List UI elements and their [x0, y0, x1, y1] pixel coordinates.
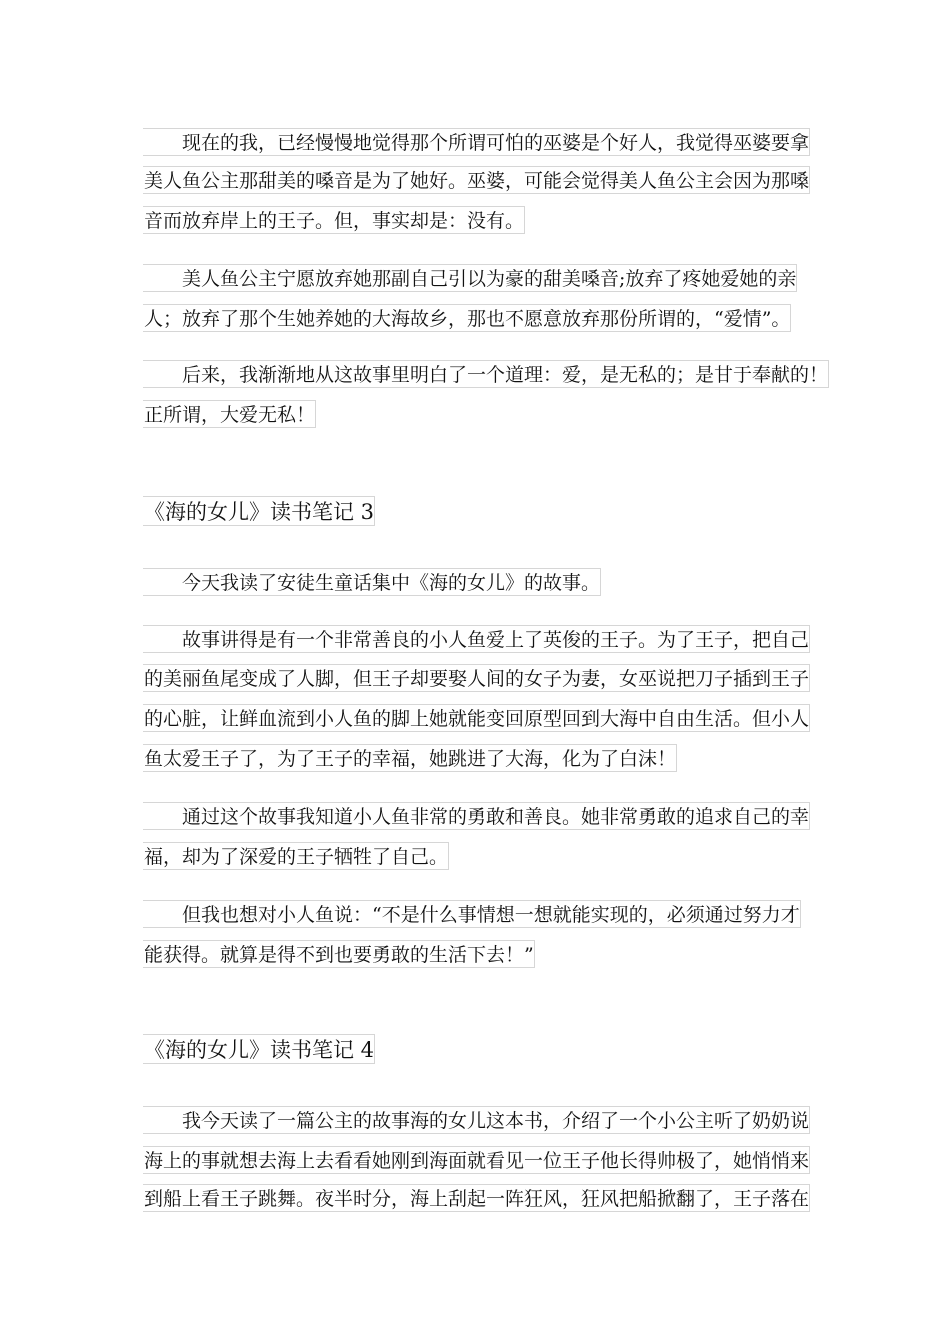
paragraph-4-line-1: 今天我读了安徒生童话集中《海的女儿》的故事。: [143, 568, 601, 596]
paragraph-6-line-2: 福，却为了深爱的王子牺牲了自己。: [143, 842, 449, 870]
paragraph-5-line-2: 的美丽鱼尾变成了人脚，但王子却要娶人间的女子为妻，女巫说把刀子插到王子: [143, 664, 810, 692]
paragraph-5-line-1: 故事讲得是有一个非常善良的小人鱼爱上了英俊的王子。为了王子，把自己: [143, 625, 810, 653]
paragraph-1-line-1: 现在的我，已经慢慢地觉得那个所谓可怕的巫婆是个好人，我觉得巫婆要拿: [143, 128, 810, 156]
section-heading-4: 《海的女儿》读书笔记 4: [143, 1034, 375, 1064]
paragraph-6-line-1: 通过这个故事我知道小人鱼非常的勇敢和善良。她非常勇敢的追求自己的幸: [143, 802, 810, 830]
paragraph-8-line-3: 到船上看王子跳舞。夜半时分，海上刮起一阵狂风，狂风把船掀翻了，王子落在: [143, 1184, 810, 1212]
paragraph-8-line-1: 我今天读了一篇公主的故事海的女儿这本书，介绍了一个小公主听了奶奶说: [143, 1106, 810, 1134]
paragraph-3-line-2: 正所谓，大爱无私！: [143, 400, 316, 428]
paragraph-7-line-2: 能获得。就算是得不到也要勇敢的生活下去！”: [143, 940, 535, 968]
paragraph-1-line-3: 音而放弃岸上的王子。但，事实却是：没有。: [143, 206, 525, 234]
section-heading-3: 《海的女儿》读书笔记 3: [143, 496, 375, 526]
paragraph-1-line-2: 美人鱼公主那甜美的嗓音是为了她好。巫婆，可能会觉得美人鱼公主会因为那嗓: [143, 166, 810, 194]
paragraph-3-line-1: 后来，我渐渐地从这故事里明白了一个道理：爱，是无私的；是甘于奉献的！: [143, 360, 829, 388]
paragraph-7-line-1: 但我也想对小人鱼说：“不是什么事情想一想就能实现的，必须通过努力才: [143, 900, 801, 928]
paragraph-5-line-3: 的心脏，让鲜血流到小人鱼的脚上她就能变回原型回到大海中自由生活。但小人: [143, 704, 810, 732]
paragraph-5-line-4: 鱼太爱王子了，为了王子的幸福，她跳进了大海，化为了白沫！: [143, 744, 677, 772]
paragraph-2-line-1: 美人鱼公主宁愿放弃她那副自己引以为豪的甜美嗓音;放弃了疼她爱她的亲: [143, 264, 797, 292]
paragraph-2-line-2: 人；放弃了那个生她养她的大海故乡，那也不愿意放弃那份所谓的，“爱情”。: [143, 304, 791, 332]
paragraph-8-line-2: 海上的事就想去海上去看看她刚到海面就看见一位王子他长得帅极了，她悄悄来: [143, 1146, 810, 1174]
